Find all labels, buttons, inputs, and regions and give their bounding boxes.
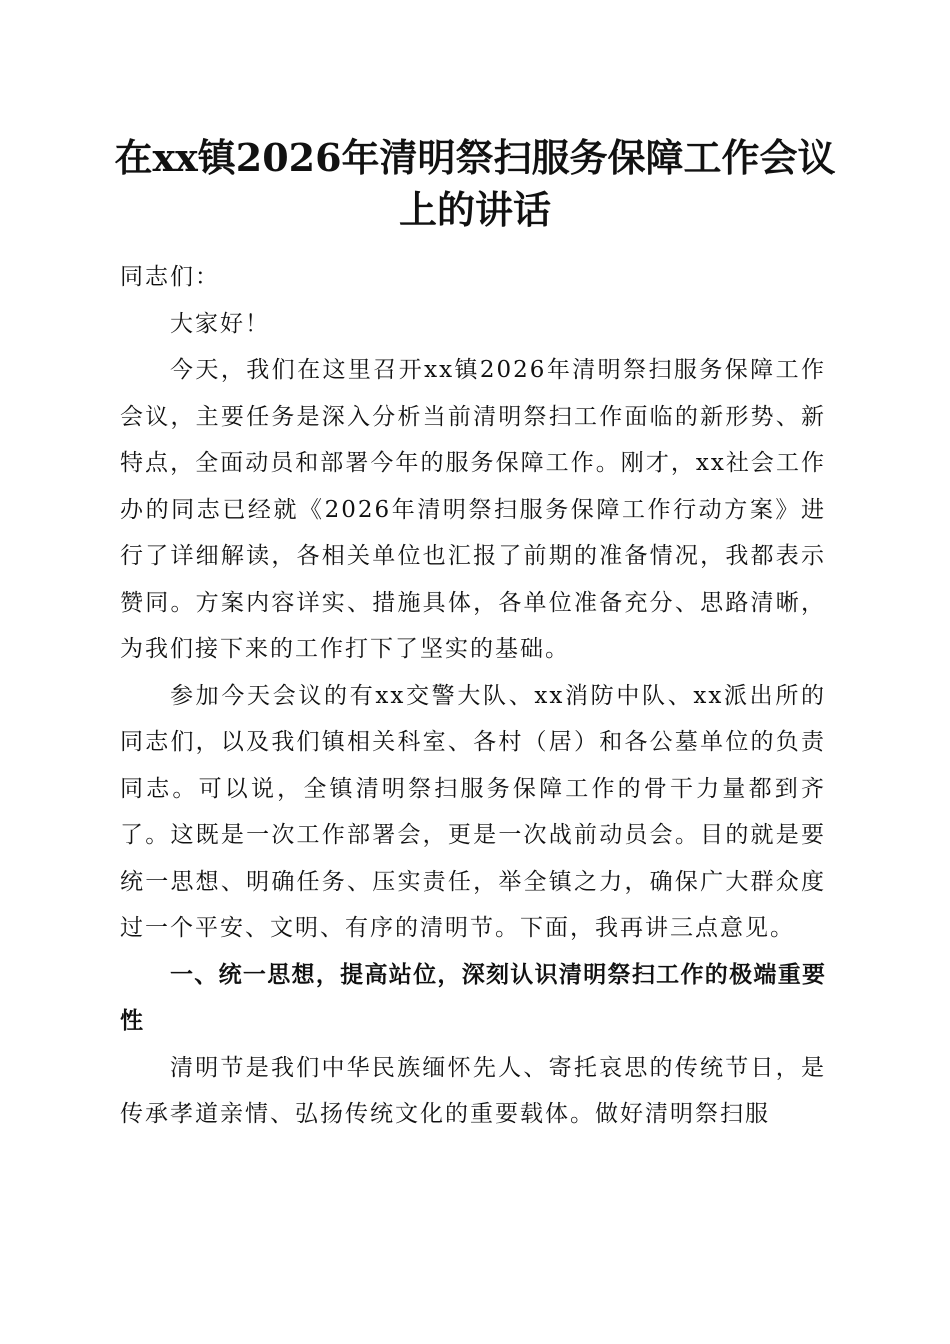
section-heading: 一、统一思想，提高站位，深刻认识清明祭扫工作的极端重要性: [120, 961, 826, 1034]
document-title: 在xx镇2026年清明祭扫服务保障工作会议上的讲话: [114, 135, 836, 232]
body-paragraph: 今天，我们在这里召开xx镇2026年清明祭扫服务保障工作会议，主要任务是深入分析当前清明祭扫工作面临的新形势、新特点，全面动员和部署今年的服务保障工作。刚才，xx社会工作办的同志已经就《2026年清明祭扫服务保障工作行动方案》进行了详细解读，各相关单位也汇报了前期的准备情况，我都表示赞同。方案内容详实、措施具体，各单位准备充分、思路清晰，为我们接下来的工作打下了坚实的基础。: [120, 357, 826, 662]
section-paragraph: 清明节是我们中华民族缅怀先人、寄托哀思的传统节日，是传承孝道亲情、弘扬传统文化的重要载体。做好清明祭扫服: [120, 1054, 826, 1127]
document-body: [120, 254, 826, 1138]
greeting: 大家好！: [170, 310, 270, 337]
salutation: 同志们：: [120, 264, 220, 290]
body-paragraph: 参加今天会议的有xx交警大队、xx消防中队、xx派出所的同志们，以及我们镇相关科室、各村（居）和各公墓单位的负责同志。可以说，全镇清明祭扫服务保障工作的骨干力量都到齐了。这既是一次工作部署会，更是一次战前动员会。目的就是要统一思想、明确任务、压实责任，举全镇之力，确保广大群众度过一个平安、文明、有序的清明节。下面，我再讲三点意见。: [120, 682, 826, 941]
